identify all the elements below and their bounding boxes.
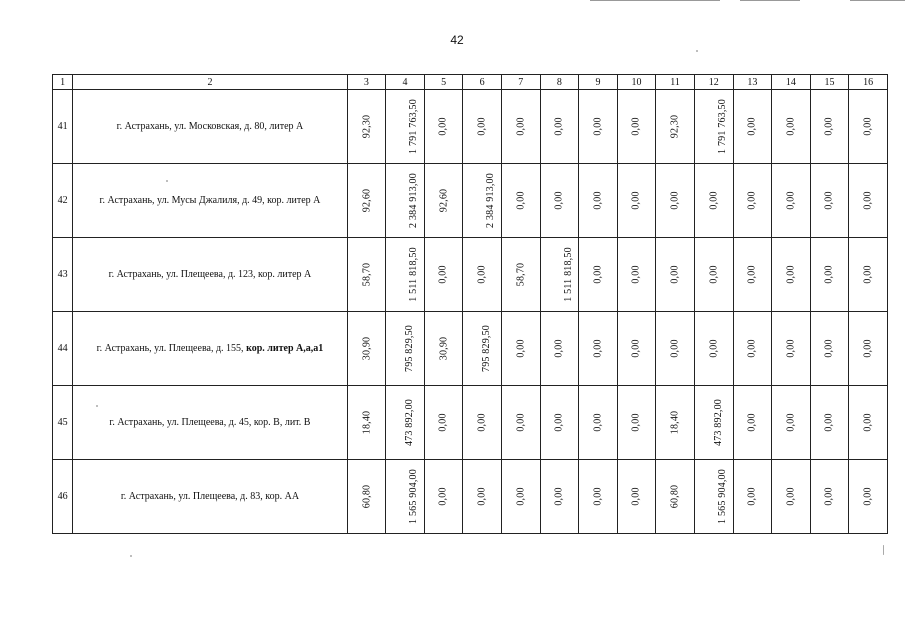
value-cell-col-12 xyxy=(694,312,733,386)
value-cell-col-13 xyxy=(733,386,772,460)
row-number: 44 xyxy=(53,312,73,386)
value-cell-col-8 xyxy=(540,460,579,534)
row-number: 43 xyxy=(53,238,73,312)
value-cell-col-8 xyxy=(540,312,579,386)
value-cell-col-9 xyxy=(579,312,618,386)
value-text: 1 511 818,50 xyxy=(562,247,574,302)
value-cell-col-10 xyxy=(617,460,656,534)
column-header-11: 11 xyxy=(656,75,695,90)
address-text: г. Астрахань, ул. Плещеева, д. 83, кор. АА xyxy=(120,491,300,502)
value-text: 0,00 xyxy=(515,339,527,358)
value-text: 0,00 xyxy=(553,117,565,136)
value-cell-col-5 xyxy=(424,312,463,386)
value-cell-col-4 xyxy=(386,312,425,386)
column-header-9: 9 xyxy=(579,75,618,90)
value-cell-col-11 xyxy=(656,238,695,312)
value-text: 0,00 xyxy=(862,339,874,358)
value-text: 473 892,00 xyxy=(712,399,724,446)
value-text: 2 384 913,00 xyxy=(485,173,497,228)
scan-speck xyxy=(130,555,132,557)
value-cell-col-5 xyxy=(424,386,463,460)
column-header-13: 13 xyxy=(733,75,772,90)
value-text: 30,90 xyxy=(360,336,372,361)
address-text: г. Астрахань, ул. Плещеева, д. 155, xyxy=(96,343,247,354)
address-text: г. Астрахань, ул. Плещеева, д. 45, кор. В, лит. В xyxy=(109,417,311,428)
value-text: 1 565 904,00 xyxy=(716,469,728,524)
value-text: 0,00 xyxy=(515,413,527,432)
value-cell-col-5 xyxy=(424,238,463,312)
value-cell-col-16 xyxy=(849,312,888,386)
value-cell-col-11 xyxy=(656,90,695,164)
value-text: 0,00 xyxy=(438,413,450,432)
property-register-table xyxy=(52,74,888,534)
value-text: 58,70 xyxy=(360,262,372,287)
value-text: 92,30 xyxy=(360,114,372,139)
address-cell xyxy=(73,90,347,164)
page-number: 42 xyxy=(450,33,464,47)
scan-speck xyxy=(166,180,168,182)
value-cell-col-15 xyxy=(810,312,849,386)
value-cell-col-3 xyxy=(347,386,386,460)
value-text: 60,80 xyxy=(669,484,681,509)
value-text: 0,00 xyxy=(824,413,835,432)
address-cell xyxy=(73,460,347,534)
column-header-6: 6 xyxy=(463,75,502,90)
value-cell-col-6 xyxy=(463,386,502,460)
value-cell-col-4 xyxy=(386,164,425,238)
address-text: г. Астрахань, ул. Плещеева, д. 123, кор. литер А xyxy=(108,269,312,280)
address-cell xyxy=(73,238,347,312)
value-text: 0,00 xyxy=(592,191,604,210)
value-cell-col-13 xyxy=(733,312,772,386)
scan-speck xyxy=(696,50,698,52)
value-cell-col-14 xyxy=(772,312,811,386)
value-text: 0,00 xyxy=(708,265,720,284)
value-cell-col-16 xyxy=(849,460,888,534)
value-text: 0,00 xyxy=(592,413,604,432)
value-cell-col-9 xyxy=(579,386,618,460)
value-cell-col-6 xyxy=(463,90,502,164)
value-text: 0,00 xyxy=(553,413,565,432)
value-text: 0,00 xyxy=(824,191,835,210)
column-header-16: 16 xyxy=(849,75,888,90)
value-text: 0,00 xyxy=(669,265,681,284)
table-row xyxy=(53,312,888,386)
scan-speck xyxy=(96,405,98,407)
value-cell-col-7 xyxy=(501,460,540,534)
value-cell-col-4 xyxy=(386,460,425,534)
value-cell-col-13 xyxy=(733,238,772,312)
value-text: 0,00 xyxy=(592,117,604,136)
value-cell-col-16 xyxy=(849,386,888,460)
value-cell-col-6 xyxy=(463,460,502,534)
value-text: 0,00 xyxy=(708,191,720,210)
value-cell-col-11 xyxy=(656,164,695,238)
scan-edge-line xyxy=(850,0,905,1)
value-cell-col-12 xyxy=(694,238,733,312)
value-cell-col-13 xyxy=(733,90,772,164)
value-text: 0,00 xyxy=(862,117,874,136)
value-text: 0,00 xyxy=(515,191,527,210)
value-text: 0,00 xyxy=(515,117,527,136)
value-cell-col-10 xyxy=(617,312,656,386)
value-text: 0,00 xyxy=(746,265,758,284)
value-text: 0,00 xyxy=(476,265,488,284)
value-cell-col-10 xyxy=(617,238,656,312)
table-body xyxy=(53,90,888,534)
column-header-4: 4 xyxy=(386,75,425,90)
value-text: 0,00 xyxy=(785,339,797,358)
value-cell-col-5 xyxy=(424,460,463,534)
value-text: 30,90 xyxy=(438,336,450,361)
row-number: 42 xyxy=(53,164,73,238)
value-cell-col-12 xyxy=(694,460,733,534)
value-cell-col-7 xyxy=(501,238,540,312)
value-cell-col-3 xyxy=(347,90,386,164)
value-cell-col-9 xyxy=(579,164,618,238)
value-cell-col-14 xyxy=(772,164,811,238)
value-text: 0,00 xyxy=(746,339,758,358)
value-cell-col-9 xyxy=(579,460,618,534)
table-row xyxy=(53,238,888,312)
value-cell-col-14 xyxy=(772,460,811,534)
value-text: 0,00 xyxy=(515,487,527,506)
value-text: 0,00 xyxy=(708,339,720,358)
value-cell-col-9 xyxy=(579,90,618,164)
value-text: 60,80 xyxy=(360,484,372,509)
column-header-14: 14 xyxy=(772,75,811,90)
value-text: 0,00 xyxy=(862,265,874,284)
value-text: 0,00 xyxy=(785,413,797,432)
value-cell-col-7 xyxy=(501,90,540,164)
value-text: 0,00 xyxy=(476,487,488,506)
value-text: 92,60 xyxy=(360,188,372,213)
value-text: 0,00 xyxy=(592,339,604,358)
value-cell-col-3 xyxy=(347,238,386,312)
address-cell xyxy=(73,386,347,460)
value-text: 0,00 xyxy=(592,487,604,506)
value-cell-col-11 xyxy=(656,460,695,534)
column-header-10: 10 xyxy=(617,75,656,90)
value-cell-col-11 xyxy=(656,312,695,386)
value-cell-col-10 xyxy=(617,386,656,460)
value-cell-col-15 xyxy=(810,238,849,312)
address-cell xyxy=(73,312,347,386)
value-cell-col-8 xyxy=(540,238,579,312)
value-text: 0,00 xyxy=(631,191,643,210)
value-text: 0,00 xyxy=(631,413,643,432)
value-text: 0,00 xyxy=(785,265,797,284)
value-text: 795 829,50 xyxy=(481,325,493,372)
value-text: 0,00 xyxy=(476,117,488,136)
header-row xyxy=(53,75,888,90)
value-text: 0,00 xyxy=(631,339,643,358)
value-text: 0,00 xyxy=(669,339,681,358)
table-row xyxy=(53,386,888,460)
column-header-2: 2 xyxy=(73,75,347,90)
value-text: 92,60 xyxy=(438,188,450,213)
value-cell-col-15 xyxy=(810,386,849,460)
row-number: 45 xyxy=(53,386,73,460)
value-text: 0,00 xyxy=(669,191,681,210)
value-text: 0,00 xyxy=(631,265,643,284)
column-header-12: 12 xyxy=(694,75,733,90)
value-cell-col-3 xyxy=(347,460,386,534)
address-cell xyxy=(73,164,347,238)
value-cell-col-3 xyxy=(347,312,386,386)
value-cell-col-7 xyxy=(501,312,540,386)
address-text: г. Астрахань, ул. Мусы Джалиля, д. 49, кор. литер А xyxy=(99,195,321,206)
value-text: 18,40 xyxy=(669,410,681,435)
value-text: 0,00 xyxy=(438,117,450,136)
value-cell-col-12 xyxy=(694,164,733,238)
value-text: 1 791 763,50 xyxy=(716,99,728,154)
value-text: 0,00 xyxy=(553,191,565,210)
value-cell-col-7 xyxy=(501,164,540,238)
value-cell-col-6 xyxy=(463,238,502,312)
scan-speck xyxy=(883,545,884,555)
value-cell-col-4 xyxy=(386,238,425,312)
value-cell-col-12 xyxy=(694,386,733,460)
value-text: 1 791 763,50 xyxy=(408,99,420,154)
value-cell-col-7 xyxy=(501,386,540,460)
value-cell-col-8 xyxy=(540,90,579,164)
column-header-3: 3 xyxy=(347,75,386,90)
value-text: 0,00 xyxy=(824,265,835,284)
value-cell-col-8 xyxy=(540,386,579,460)
value-text: 473 892,00 xyxy=(404,399,416,446)
scan-edge-line xyxy=(740,0,800,1)
value-cell-col-10 xyxy=(617,90,656,164)
value-cell-col-5 xyxy=(424,164,463,238)
value-cell-col-14 xyxy=(772,238,811,312)
value-cell-col-9 xyxy=(579,238,618,312)
value-text: 0,00 xyxy=(631,487,643,506)
value-cell-col-6 xyxy=(463,312,502,386)
table-row xyxy=(53,164,888,238)
value-cell-col-13 xyxy=(733,164,772,238)
value-text: 92,30 xyxy=(669,114,681,139)
value-text: 0,00 xyxy=(785,117,797,136)
row-number: 41 xyxy=(53,90,73,164)
value-text: 1 565 904,00 xyxy=(408,469,420,524)
value-cell-col-6 xyxy=(463,164,502,238)
value-text: 0,00 xyxy=(631,117,643,136)
address-text-bold: кор. литер А,а,а1 xyxy=(246,343,324,354)
value-text: 0,00 xyxy=(824,339,835,358)
value-cell-col-15 xyxy=(810,164,849,238)
value-cell-col-16 xyxy=(849,164,888,238)
column-header-5: 5 xyxy=(424,75,463,90)
value-cell-col-16 xyxy=(849,238,888,312)
column-header-8: 8 xyxy=(540,75,579,90)
address-text: г. Астрахань, ул. Московская, д. 80, литер А xyxy=(116,121,304,132)
value-cell-col-8 xyxy=(540,164,579,238)
value-cell-col-4 xyxy=(386,386,425,460)
scan-edge-line xyxy=(590,0,720,1)
table-row xyxy=(53,460,888,534)
value-text: 58,70 xyxy=(515,262,527,287)
value-text: 2 384 913,00 xyxy=(408,173,420,228)
value-text: 0,00 xyxy=(438,265,450,284)
value-text: 0,00 xyxy=(553,339,565,358)
value-text: 0,00 xyxy=(592,265,604,284)
value-text: 0,00 xyxy=(746,117,758,136)
value-text: 0,00 xyxy=(746,487,758,506)
table-row xyxy=(53,90,888,164)
column-header-15: 15 xyxy=(810,75,849,90)
column-header-7: 7 xyxy=(501,75,540,90)
column-header-1: 1 xyxy=(53,75,73,90)
value-text: 0,00 xyxy=(862,191,874,210)
value-cell-col-15 xyxy=(810,460,849,534)
value-cell-col-5 xyxy=(424,90,463,164)
value-cell-col-11 xyxy=(656,386,695,460)
value-text: 0,00 xyxy=(785,191,797,210)
value-cell-col-10 xyxy=(617,164,656,238)
value-cell-col-14 xyxy=(772,386,811,460)
value-cell-col-15 xyxy=(810,90,849,164)
row-number: 46 xyxy=(53,460,73,534)
value-cell-col-12 xyxy=(694,90,733,164)
value-text: 18,40 xyxy=(360,410,372,435)
value-text: 0,00 xyxy=(862,487,874,506)
value-text: 0,00 xyxy=(824,117,835,136)
value-text: 0,00 xyxy=(746,191,758,210)
value-cell-col-3 xyxy=(347,164,386,238)
value-text: 1 511 818,50 xyxy=(407,247,419,302)
value-text: 0,00 xyxy=(746,413,758,432)
value-cell-col-16 xyxy=(849,90,888,164)
value-text: 0,00 xyxy=(476,413,488,432)
value-text: 0,00 xyxy=(824,487,835,506)
value-text: 0,00 xyxy=(785,487,797,506)
value-cell-col-4 xyxy=(386,90,425,164)
value-cell-col-13 xyxy=(733,460,772,534)
value-cell-col-14 xyxy=(772,90,811,164)
value-text: 0,00 xyxy=(553,487,565,506)
value-text: 795 829,50 xyxy=(404,325,416,372)
value-text: 0,00 xyxy=(438,487,450,506)
value-text: 0,00 xyxy=(862,413,874,432)
